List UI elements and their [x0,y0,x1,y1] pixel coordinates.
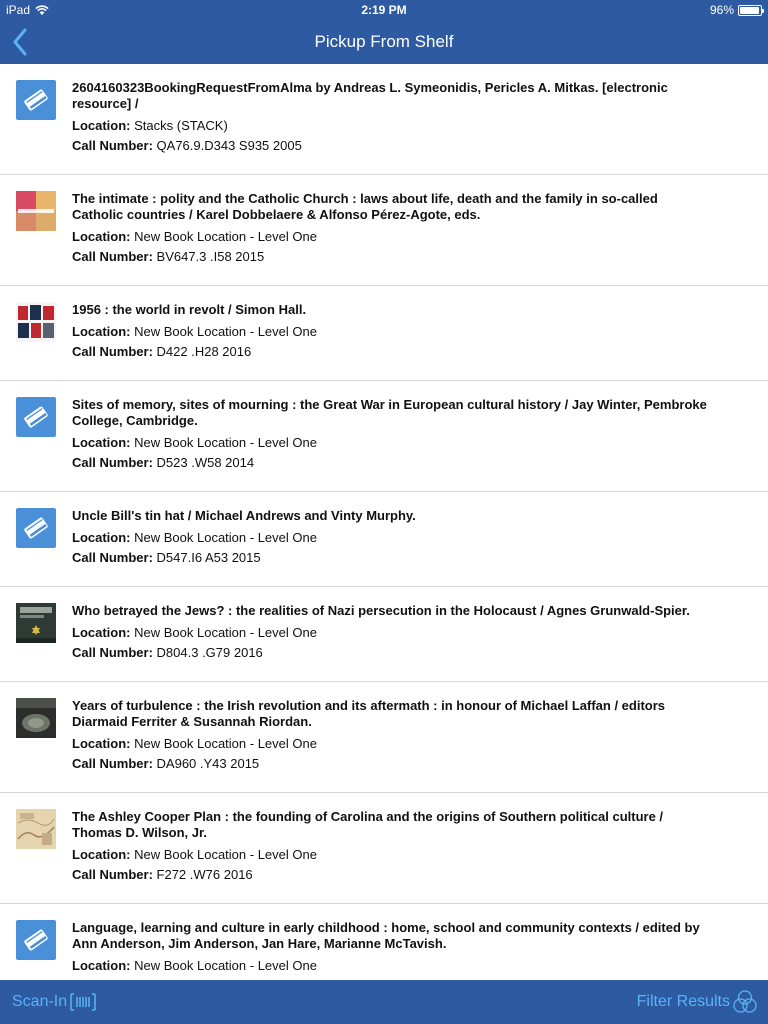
filter-results-button[interactable] [637,989,758,1015]
call-number-value: DA960 .Y43 2015 [156,756,260,771]
location-value: New Book Location - Level One [134,530,317,545]
device-name: iPad [6,3,31,17]
item-location [72,528,712,548]
book-thumbnail [16,508,56,548]
item-location [72,734,712,754]
location-label: Location: [72,847,131,862]
item-call-number [72,754,712,774]
call-number-value: D804.3 .G79 2016 [156,645,263,660]
book-icon [16,397,56,437]
item-location [72,116,712,136]
wifi-icon [35,5,49,16]
nav-bar [0,20,768,64]
scan-in-button[interactable] [12,993,97,1011]
call-number-label: Call Number: [72,249,153,264]
list-item[interactable] [0,587,768,682]
list-item[interactable] [0,64,768,175]
call-number-value: QA76.9.D343 S935 2005 [156,138,302,153]
location-value: New Book Location - Level One [134,625,317,640]
item-title: Language, learning and culture in early childhood : home, school and community contexts / edited by Ann Anderson, Jim Anderson, Jan Hare, Marianne McTavish. [72,920,700,951]
location-value: New Book Location - Level One [134,736,317,751]
call-number-label: Call Number: [72,756,153,771]
location-label: Location: [72,229,131,244]
battery-fill [740,7,759,14]
item-location [72,845,712,865]
location-value: New Book Location - Level One [134,229,317,244]
call-number-value: F272 .W76 2016 [156,867,253,882]
item-call-number [72,548,712,568]
status-right [710,3,762,17]
location-label: Location: [72,530,131,545]
call-number-value: D422 .H28 2016 [156,344,252,359]
item-call-number [72,342,712,362]
status-left [6,3,49,17]
book-thumbnail [16,191,56,231]
battery-icon [738,5,762,16]
book-thumbnail [16,698,56,738]
item-info [72,603,752,663]
item-location [72,227,712,247]
chevron-left-icon [12,28,28,56]
call-number-value: D547.I6 A53 2015 [156,550,261,565]
item-location [72,433,712,453]
location-label: Location: [72,118,131,133]
item-location [72,956,712,976]
book-thumbnail [16,80,56,120]
book-icon [16,920,56,960]
item-title: The Ashley Cooper Plan : the founding of Carolina and the origins of Southern political culture / Thomas D. Wilson, Jr. [72,809,664,840]
book-thumbnail [16,397,56,437]
item-title: 1956 : the world in revolt / Simon Hall. [72,302,307,317]
cover-jews [16,603,56,643]
barcode-icon [69,993,97,1011]
call-number-label: Call Number: [72,138,153,153]
item-title: Who betrayed the Jews? : the realities of Nazi persecution in the Holocaust / Agnes Grunwald-Spier. [72,603,690,618]
list-item[interactable] [0,682,768,793]
call-number-label: Call Number: [72,344,153,359]
item-info [72,302,752,362]
item-info [72,397,752,473]
call-number-label: Call Number: [72,867,153,882]
item-title: Uncle Bill's tin hat / Michael Andrews and Vinty Murphy. [72,508,416,523]
location-value: New Book Location - Level One [134,847,317,862]
cover-intimate [16,191,56,231]
location-label: Location: [72,435,131,450]
item-list [0,64,768,980]
book-icon [16,508,56,548]
status-bar [0,0,768,20]
battery-percent: 96% [709,3,734,17]
location-label: Location: [72,625,131,640]
item-location [72,322,712,342]
location-value: New Book Location - Level One [134,324,317,339]
list-item[interactable] [0,175,768,286]
item-info [72,191,752,267]
filter-results-label: Filter Results [636,993,730,1010]
call-number-label: Call Number: [72,550,153,565]
item-location [72,623,712,643]
page-title: Pickup From Shelf [314,32,454,51]
bottom-toolbar [0,980,768,1024]
location-label: Location: [72,958,131,973]
item-call-number [72,643,712,663]
location-value: Stacks (STACK) [134,118,228,133]
cover-ashley [16,809,56,849]
book-thumbnail [16,603,56,643]
item-title: 2604160323BookingRequestFromAlma by Andreas L. Symeonidis, Pericles A. Mitkas. [electronic resource] / [72,80,668,111]
location-label: Location: [72,736,131,751]
item-info [72,508,752,568]
book-thumbnail [16,809,56,849]
item-call-number [72,865,712,885]
item-info [72,80,752,156]
call-number-value: D523 .W58 2014 [156,455,255,470]
item-call-number [72,247,712,267]
cover-1956 [16,302,56,342]
book-thumbnail [16,302,56,342]
list-item[interactable] [0,381,768,492]
location-label: Location: [72,324,131,339]
item-call-number [72,136,712,156]
filter-circles-icon [732,989,758,1015]
book-thumbnail [16,920,56,960]
item-info [72,698,752,774]
location-value: New Book Location - Level One [134,435,317,450]
call-number-value: BV647.3 .I58 2015 [156,249,265,264]
book-icon [16,80,56,120]
list-item[interactable] [0,793,768,904]
scan-in-label: Scan-In [12,993,68,1010]
item-call-number [72,453,712,473]
cover-turbulence [16,698,56,738]
call-number-label: Call Number: [72,455,153,470]
item-info [72,809,752,885]
call-number-label: Call Number: [72,645,153,660]
location-value: New Book Location - Level One [134,958,317,973]
status-time: 2:19 PM [361,3,407,17]
item-title: Years of turbulence : the Irish revolution and its aftermath : in honour of Michael Laffan / editors Diarmaid Ferriter & Susannah Riordan. [72,698,666,729]
list-item[interactable] [0,286,768,381]
item-title: The intimate : polity and the Catholic Church : laws about life, death and the family in so-called Catholic countries / Karel Dobbelaere & Alfonso Pérez-Agote, eds. [72,191,658,222]
back-button[interactable] [6,26,34,58]
list-item[interactable] [0,492,768,587]
item-title: Sites of memory, sites of mourning : the Great War in European cultural history / Jay Winter, Pembroke College, Cambridge. [72,397,707,428]
